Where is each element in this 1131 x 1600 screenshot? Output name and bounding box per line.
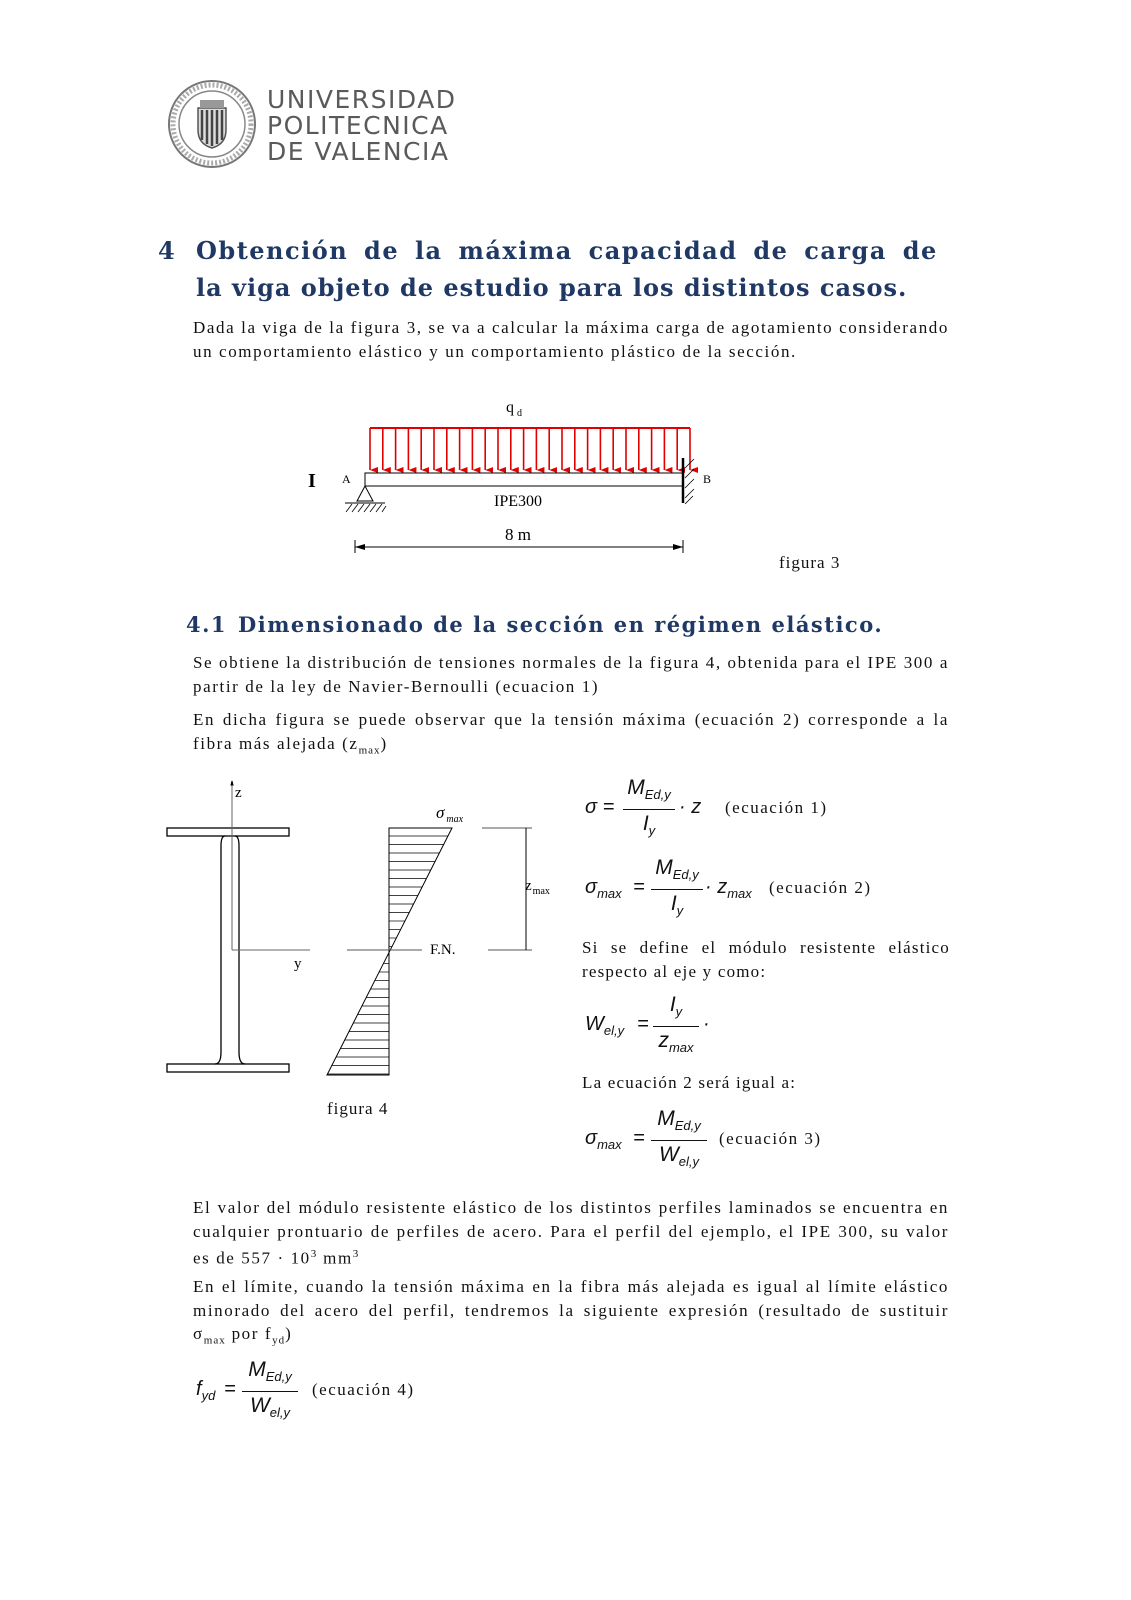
logo-line-3: DE VALENCIA [267,137,450,166]
paragraph-eq3-intro: La ecuación 2 será igual a: [582,1073,797,1092]
distributed-load-arrows [370,428,690,470]
figure-3-beam-diagram [300,390,730,555]
section-symbol: I [308,470,316,492]
paragraph-max-stress: En dicha figura se puede observar que la tensión máxima (ecuación 2) corresponde a la fibra más alejada $(z_{max})$ [193,710,949,756]
section-title-line2: la viga objeto de estudio para los distintos casos. [196,273,908,302]
paragraph-modulus-value: El valor del módulo resistente elástico de los distintos perfiles laminados se encuentra en cualquier prontuario de perfiles de acero. Para el perfil del ejemplo, el IPE 300, su valor es de $557 \cdot 10^3$ $mm^3$ [193,1198,949,1268]
z-axis-label: z [235,785,242,801]
beam [365,473,683,486]
y-axis-label: y [294,956,302,972]
span-label: 8 m [505,525,531,544]
section-title-line1: Obtención de la máxima capacidad de carga de [196,236,938,265]
paragraph-navier: Se obtiene la distribución de tensiones normales de la figura 4, obtenida para el IPE 300 a partir de la ley de Navier-Bernoulli (ecuacion 1) [193,653,950,696]
figure-3-caption: figura 3 [779,553,841,572]
section-number: 4 [158,236,177,265]
pin-support-a [357,486,373,501]
support-b-label: B [703,472,712,486]
support-a-label: A [342,472,351,486]
logo-line-2: POLITECNICA [267,111,449,140]
university-logo [166,78,457,170]
neutral-fiber-label: F.N. [430,942,456,958]
paragraph-limit: En el límite, cuando la tensión máxima en la fibra más alejada es igual al límite elástico minorado del acero del perfil, tendremos la siguiente expresión (resultado de sustituir $\sigma_{max}$ por $f_{yd}$) [193,1277,949,1347]
logo-line-1: UNIVERSIDAD [267,85,457,114]
load-label: q $_d$ [506,399,522,419]
subsection-number: 4.1 [186,612,228,637]
paragraph-modulus-definition: Si se define el módulo resistente elástico respecto al eje y como: [582,938,950,981]
figure-4-caption: figura 4 [327,1099,389,1118]
intro-paragraph: Dada la viga de la figura 3, se va a calcular la máxima carga de agotamiento considerando un comportamiento elástico y un comportamiento plástico de la sección. [193,318,949,361]
zmax-label: $z_{max}$ [525,878,550,897]
profile-label: IPE300 [494,493,542,510]
university-seal-icon [166,78,258,170]
ground-hatch [346,504,386,512]
subsection-title: Dimensionado de la sección en régimen elástico. [238,612,884,637]
figure-4-stress-diagram [150,770,570,1090]
sigma-max-label: σ $_{max}$ [436,803,464,825]
